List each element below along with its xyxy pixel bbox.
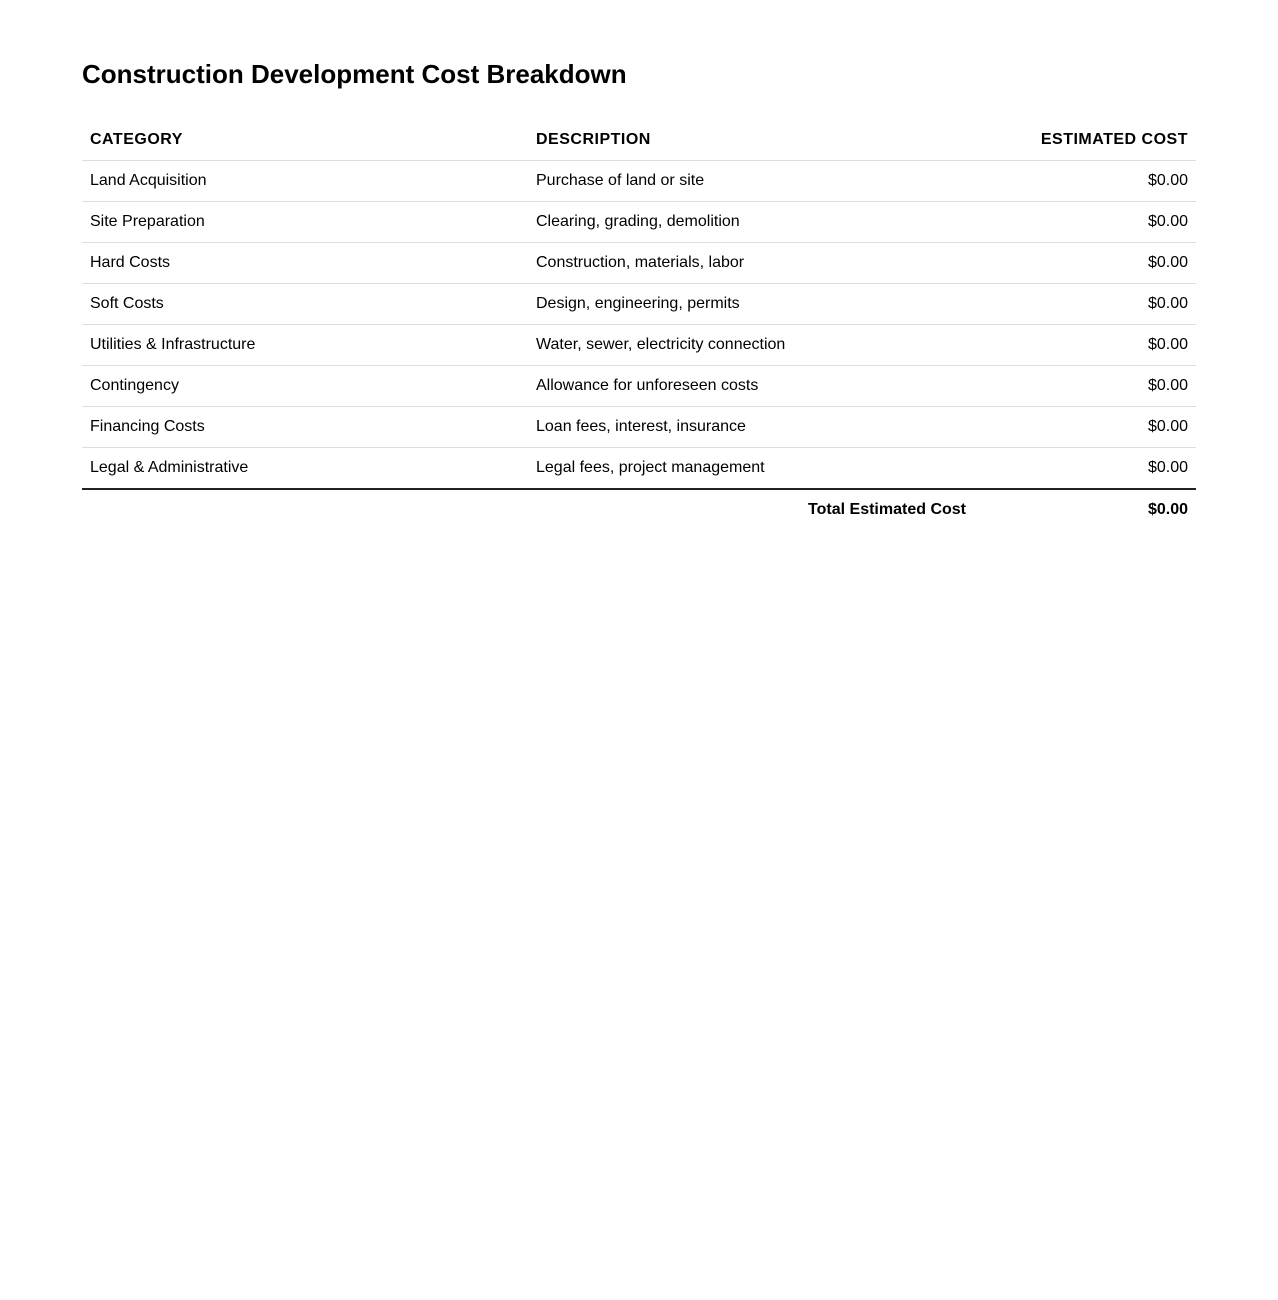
row-category: Financing Costs: [82, 407, 528, 448]
row-description: Design, engineering, permits: [528, 284, 974, 325]
table-row: [82, 325, 1196, 366]
row-cost: $0.00: [974, 407, 1196, 448]
table-row: [82, 448, 1196, 490]
row-category: Legal & Administrative: [82, 448, 528, 490]
header-description: DESCRIPTION: [528, 119, 974, 161]
row-description: Construction, materials, labor: [528, 243, 974, 284]
row-category: Hard Costs: [82, 243, 528, 284]
header-category: CATEGORY: [82, 119, 528, 161]
row-category: Soft Costs: [82, 284, 528, 325]
row-cost: $0.00: [974, 243, 1196, 284]
row-description: Water, sewer, electricity connection: [528, 325, 974, 366]
row-description: Clearing, grading, demolition: [528, 202, 974, 243]
table-header-row: [82, 119, 1196, 161]
row-cost: $0.00: [974, 325, 1196, 366]
row-category: Land Acquisition: [82, 161, 528, 202]
row-category: Utilities & Infrastructure: [82, 325, 528, 366]
page: [0, 0, 1278, 530]
table-row: [82, 161, 1196, 202]
row-cost: $0.00: [974, 366, 1196, 407]
cost-table: [82, 119, 1196, 530]
header-estimated-cost: ESTIMATED COST: [974, 119, 1196, 161]
row-cost: $0.00: [974, 448, 1196, 490]
table-row: [82, 284, 1196, 325]
row-cost: $0.00: [974, 202, 1196, 243]
row-cost: $0.00: [974, 284, 1196, 325]
total-value: $0.00: [1147, 501, 1188, 518]
total-row: [82, 489, 1196, 530]
page-title: Construction Development Cost Breakdown: [82, 59, 627, 89]
row-description: Legal fees, project management: [528, 448, 974, 490]
total-label: Total Estimated Cost: [808, 501, 966, 518]
row-cost: $0.00: [974, 161, 1196, 202]
row-category: Contingency: [82, 366, 528, 407]
table-row: [82, 407, 1196, 448]
table-row: [82, 366, 1196, 407]
row-description: Purchase of land or site: [528, 161, 974, 202]
row-description: Allowance for unforeseen costs: [528, 366, 974, 407]
table-row: [82, 243, 1196, 284]
table-row: [82, 202, 1196, 243]
row-category: Site Preparation: [82, 202, 528, 243]
row-description: Loan fees, interest, insurance: [528, 407, 974, 448]
